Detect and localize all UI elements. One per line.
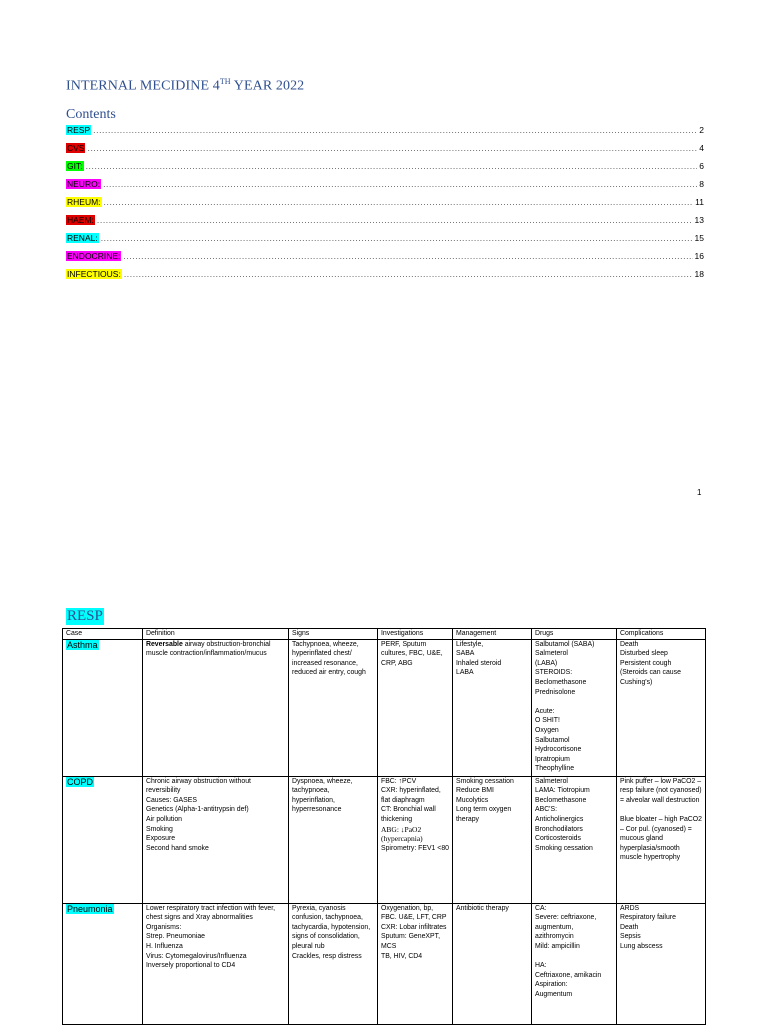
cell-line: CXR: hyperinflated, flat diaphragm [381,787,441,804]
cell-line: Smoking cessation [535,844,593,852]
signs-cell [289,776,378,903]
toc-leader-dots [124,269,693,279]
complications-cell [617,903,706,1024]
cell-line: Beclomethasone [535,796,587,804]
toc-entry-page[interactable]: 6 [699,161,704,171]
toc-entry-label[interactable]: RESP [67,125,91,135]
cell-line: Pyrexia, cyanosis confusion, tachypnoea, tachycardia, hypotension, signs of consolidation, pleural rub [292,904,371,950]
case-label: Pneumonia [67,903,113,914]
cell-line: Causes: GASES [146,796,197,804]
cell-line: LAMA: Tiotropium [535,787,590,795]
cell-line: Chronic airway obstruction without reversibility [146,777,251,795]
title-rest: YEAR 2022 [230,78,305,94]
cell-line: Sputum: GeneXPT, MCS [381,933,440,950]
toc-entry-label[interactable]: RHEUM: [67,197,101,207]
toc-entry[interactable] [66,251,704,269]
column-header: Investigations [378,629,453,640]
cell-line: Inversely proportional to CD4 [146,962,236,970]
toc-entry-page[interactable]: 16 [694,251,704,261]
cell-line: ABG: ↓PaO2 [381,824,422,834]
cell-line: ABC'S: [535,806,557,814]
cell-line: Hydrocortisone [535,746,582,754]
cell-line: Second hand smoke [146,844,209,852]
cell-line: Reduce BMI [456,787,494,795]
case-cell [63,903,143,1024]
cell-line: Death [620,923,639,931]
toc-leader-dots [87,143,697,153]
cell-line [535,697,613,707]
cell-line: Salmeterol [535,650,568,658]
investigations-cell [378,776,453,903]
cell-line: Genetics (Alpha-1-antitrypsin def) [146,806,249,814]
column-header: Management [453,629,532,640]
toc-entry[interactable] [66,143,704,161]
cell-line: TB, HIV, CD4 [381,952,423,960]
cell-line: Salbutamol [535,736,570,744]
table-row [63,903,706,1024]
cell-line: H. Influenza [146,942,183,950]
toc-entry[interactable] [66,233,704,251]
cell-line: Organisms: [146,923,182,931]
toc-entry-label[interactable]: HAEM: [67,215,94,225]
cell-line: Respiratory failure [620,914,676,922]
cell-line [620,805,702,815]
cell-line: Lifestyle, [456,640,484,648]
cell-line: Aspiration: [535,981,568,989]
toc-entry-label[interactable]: INFECTIOUS: [67,269,121,279]
cell-line: Oxygen [535,726,559,734]
toc-leader-dots [86,161,698,171]
toc-entry-page[interactable]: 11 [695,197,704,207]
cell-line: Pink puffer – low PaCO2 – resp failure (not cyanosed) = alveolar wall destruction [620,777,702,804]
resp-table [62,628,706,1025]
cell-line: Persistent cough [620,659,672,667]
signs-cell [289,639,378,776]
drugs-cell [532,776,617,903]
case-cell [63,776,143,903]
document-title [66,77,304,95]
definition-cell [143,903,289,1024]
cell-line: Death [620,640,639,648]
column-header: Signs [289,629,378,640]
cell-line: Ceftriaxone, amikacin [535,971,602,979]
cell-line [535,952,613,962]
cell-line: LABA [456,669,474,677]
cell-line: Augmentum [535,990,573,998]
toc-leader-dots [97,215,693,225]
cell-line: STEROIDS: [535,669,573,677]
toc-leader-dots [101,233,693,243]
cell-line: Blue bloater – high PaCO2 – Cor pul. (cyanosed) = mucous gland hyperplasia/smooth muscle hypertrophy [620,815,702,862]
cell-line: HA: [535,962,547,970]
toc-entry-page[interactable]: 18 [694,269,704,279]
title-main: INTERNAL MECIDINE 4 [66,78,220,94]
toc-entry[interactable] [66,215,704,233]
cell-line: Severe: ceftriaxone, augmentum, azithromycin [535,914,597,941]
toc-entry-page[interactable]: 8 [699,179,704,189]
toc-entry[interactable] [66,161,704,179]
table-row [63,639,706,776]
cell-line: Mild: ampicillin [535,942,580,950]
toc-leader-dots [123,251,692,261]
cell-line: Tachypnoea, wheeze, hyperinflated chest/ increased resonance, reduced air entry, cough [292,640,366,677]
cell-line: FBC: ↑PCV [381,777,417,785]
investigations-cell [378,903,453,1024]
cell-line: Virus: Cytomegalovirus/Influenza [146,952,247,960]
toc-entry[interactable] [66,197,704,215]
cell-line: Lower respiratory tract infection with fever, chest signs and Xray abnormalities [146,904,276,922]
cell-line: Salmeterol [535,777,568,785]
cell-line: Dyspnoea, wheeze, tachypnoea, hyperinflation, hyperresonance [292,777,353,814]
toc-entry-label[interactable]: ENDOCRINE: [67,251,121,261]
complications-cell [617,776,706,903]
cell-line: Oxygenation, bp, FBC. U&E, LFT, CRP [381,904,447,922]
cell-line: Acute: [535,707,555,715]
cell-line: Smoking cessation [456,777,514,785]
toc-entry-label[interactable]: GIT: [67,161,83,171]
cell-line: CT: Bronchial wall thickening [381,806,436,823]
definition-bold: Reversable [146,640,183,648]
cell-line: Sepsis [620,933,641,941]
cell-line: Mucolytics [456,796,489,804]
cell-line: Corticosteroids [535,835,581,843]
document-page-2 [0,560,768,1024]
column-header: Definition [143,629,289,640]
table-header-row [63,629,706,640]
cell-line: O SHIT! [535,717,560,725]
toc-entry[interactable] [66,269,704,287]
cell-line: (LABA) [535,659,558,667]
definition-cell [143,639,289,776]
cell-line: PERF, Sputum cultures, FBC, U&E, CRP, ABG [381,640,443,667]
cell-line: Anticholinergics [535,815,584,823]
drugs-cell [532,639,617,776]
cell-line: (Steroids can cause Cushing's) [620,669,681,686]
cell-line: Theophylline [535,765,575,773]
column-header: Case [63,629,143,640]
cell-line: Exposure [146,835,176,843]
cell-line: Strep. Pneumoniae [146,933,205,941]
cell-line: Ipratropium [535,755,570,763]
cell-line: Prednisolone [535,688,576,696]
cell-line: Disturbed sleep [620,650,668,658]
cell-line: (hypercapnia) [381,834,423,844]
page-number: 1 [697,488,702,497]
toc-entry-page[interactable]: 15 [694,233,704,243]
case-label: COPD [67,776,94,787]
toc-entry-label[interactable]: NEURO: [67,179,101,189]
toc-entry-label[interactable]: RENAL: [67,233,98,243]
cell-line: SABA [456,650,475,658]
table-of-contents [66,125,704,287]
toc-entry[interactable] [66,179,704,197]
definition-cell [143,776,289,903]
cell-line: Spirometry: FEV1 <80 [381,844,449,852]
cell-line: Smoking [146,825,173,833]
column-header: Drugs [532,629,617,640]
cell-line: CXR: Lobar infiltrates [381,923,447,931]
management-cell [453,639,532,776]
toc-entry-page[interactable]: 2 [699,125,704,135]
cell-line: Salbutamol (SABA) [535,640,595,648]
cell-line: Bronchodilators [535,825,583,833]
toc-entry[interactable] [66,125,704,143]
case-label: Asthma [67,639,98,650]
management-cell [453,776,532,903]
cell-line: Beclomethasone [535,678,587,686]
signs-cell [289,903,378,1024]
cell-line: Inhaled steroid [456,659,502,667]
cell-line: CA: [535,904,547,912]
toc-leader-dots [103,179,697,189]
cell-line: ARDS [620,904,640,912]
investigations-cell [378,639,453,776]
cell-line: Antibiotic therapy [456,904,509,912]
column-header: Complications [617,629,706,640]
table-row [63,776,706,903]
definition-text: airway obstruction-bronchial muscle contraction/inflammation/mucus [146,640,271,658]
case-cell [63,639,143,776]
toc-leader-dots [93,125,697,135]
toc-entry-page[interactable]: 13 [694,215,704,225]
toc-entry-page[interactable]: 4 [699,143,704,153]
section-heading: RESP [67,608,103,624]
management-cell [453,903,532,1024]
drugs-cell [532,903,617,1024]
contents-heading: Contents [66,107,116,122]
toc-leader-dots [104,197,694,207]
cell-line: Crackles, resp distress [292,952,362,960]
title-superscript: TH [219,77,231,86]
cell-line: Long term oxygen therapy [456,806,512,823]
toc-entry-label[interactable]: CVS [67,143,85,153]
complications-cell [617,639,706,776]
cell-line: Lung abscess [620,942,663,950]
cell-line: Air pollution [146,815,183,823]
